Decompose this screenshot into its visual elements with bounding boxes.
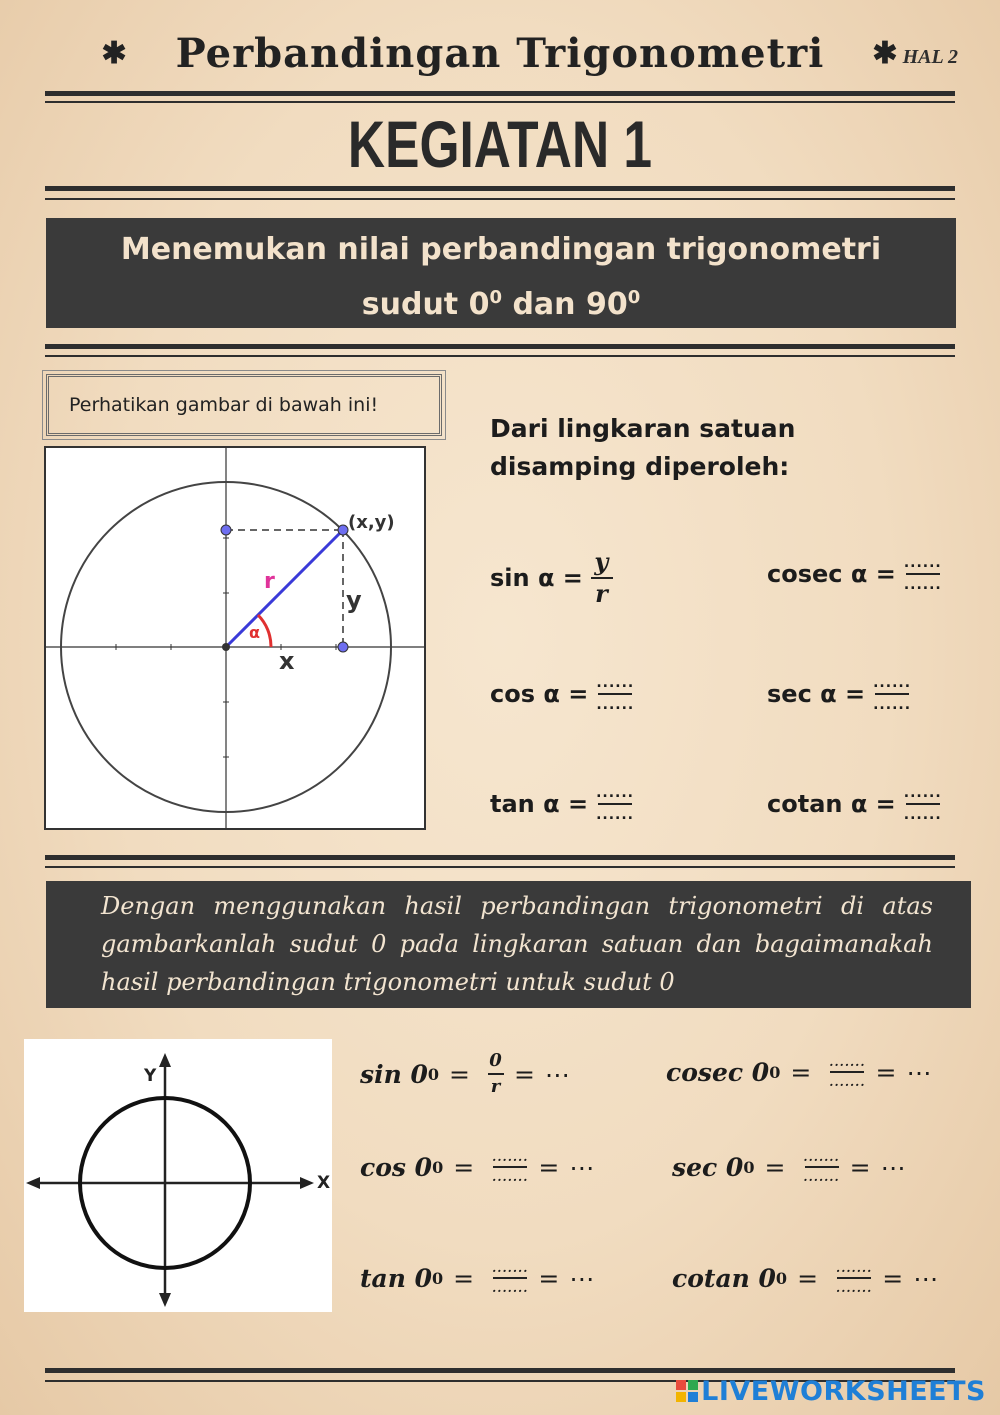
sin-alpha-formula: sin α = $\frac{y}{r}$ bbox=[490, 550, 613, 606]
point-on-x-axis bbox=[338, 642, 348, 652]
cos-fraction: $\frac{......}{......}$ bbox=[596, 675, 635, 713]
cosec-alpha-formula: cosec α = $\frac{......}{......}$ bbox=[767, 555, 942, 593]
liveworksheets-logo[interactable] bbox=[676, 1376, 986, 1407]
cosec-zero-equation: cosec 0 0 = $\frac{.......}{.......}$ = ⋯ bbox=[666, 1055, 932, 1089]
divider bbox=[45, 101, 955, 103]
point-label: (x,y) bbox=[348, 512, 395, 533]
derived-heading: Dari lingkaran satuan disamping diperoleh: bbox=[490, 414, 796, 481]
radius-line bbox=[226, 530, 343, 647]
point-on-y-axis bbox=[221, 525, 231, 535]
brand-name: LIVEWORKSHEETS bbox=[701, 1376, 986, 1407]
document-title: Perbandingan Trigonometri bbox=[175, 30, 825, 77]
cos-alpha-formula: cos α = $\frac{......}{......}$ bbox=[490, 675, 635, 713]
sec-zero-equation: sec 0 0 = $\frac{.......}{.......}$ = ⋯ bbox=[672, 1150, 906, 1184]
divider bbox=[45, 855, 955, 860]
divider bbox=[45, 355, 955, 357]
banner-line-2: sudut $0^0$ dan $90^0$ bbox=[361, 287, 641, 322]
y-axis-label: Y bbox=[144, 1066, 157, 1086]
r-label: r bbox=[264, 569, 275, 594]
divider bbox=[45, 186, 955, 191]
instruction-banner: Dengan menggunakan hasil perbandingan trigonometri di atas gambarkanlah sudut 0 pada lingkaran satuan dan bagaimanakah hasil perbandingan trigonometri untuk sudut 0 bbox=[46, 881, 971, 1008]
point-xy bbox=[338, 525, 348, 535]
cotan-zero-equation: cotan 0 0 = $\frac{.......}{.......}$ = ⋯ bbox=[672, 1261, 939, 1295]
unit-circle-svg bbox=[46, 448, 424, 828]
tan-fraction: $\frac{......}{......}$ bbox=[596, 785, 634, 823]
x-axis-arrow-left bbox=[26, 1177, 40, 1189]
tan-zero-equation: tan 0 0 = $\frac{.......}{.......}$ = ⋯ bbox=[360, 1261, 595, 1295]
cotan-fraction: $\frac{......}{......}$ bbox=[903, 785, 942, 823]
star-icon: ✱ bbox=[101, 36, 128, 71]
divider bbox=[45, 198, 955, 200]
liveworksheets-icon bbox=[676, 1380, 698, 1402]
sec-fraction: $\frac{......}{......}$ bbox=[873, 675, 912, 713]
x-axis-arrow-right bbox=[300, 1177, 314, 1189]
tan-alpha-formula: tan α = $\frac{......}{......}$ bbox=[490, 785, 634, 823]
divider bbox=[45, 91, 955, 96]
origin-point bbox=[222, 643, 230, 651]
y-axis-arrow-up bbox=[159, 1053, 171, 1067]
unit-circle-diagram bbox=[44, 446, 426, 830]
page-number: HAL 2 bbox=[902, 46, 958, 68]
sin-fraction: $\frac{y}{r}$ bbox=[591, 550, 613, 606]
alpha-label: α bbox=[249, 623, 260, 642]
y-axis-arrow-down bbox=[159, 1293, 171, 1307]
cotan-alpha-formula: cotan α = $\frac{......}{......}$ bbox=[767, 785, 942, 823]
cos-zero-equation: cos 0 0 = $\frac{.......}{.......}$ = ⋯ bbox=[360, 1150, 595, 1184]
divider bbox=[45, 344, 955, 349]
star-icon: ✱ bbox=[872, 36, 899, 71]
y-label: y bbox=[346, 586, 362, 614]
x-axis-label: X bbox=[317, 1173, 331, 1193]
x-label: x bbox=[279, 647, 295, 675]
zero-angle-diagram bbox=[24, 1039, 332, 1312]
divider bbox=[45, 1368, 955, 1373]
activity-banner bbox=[46, 218, 956, 328]
header-title bbox=[0, 30, 1000, 77]
activity-title: KEGIATAN 1 bbox=[347, 107, 653, 181]
sec-alpha-formula: sec α = $\frac{......}{......}$ bbox=[767, 675, 912, 713]
sin-zero-equation: sin 0 0 = $\frac{0}{r}$ = ⋯ bbox=[360, 1050, 570, 1097]
divider bbox=[45, 866, 955, 868]
instruction-note: Perhatikan gambar di bawah ini! bbox=[46, 374, 442, 436]
banner-line-1: Menemukan nilai perbandingan trigonometri bbox=[120, 232, 882, 267]
cosec-fraction: $\frac{......}{......}$ bbox=[903, 555, 942, 593]
zero-angle-svg bbox=[24, 1039, 332, 1312]
